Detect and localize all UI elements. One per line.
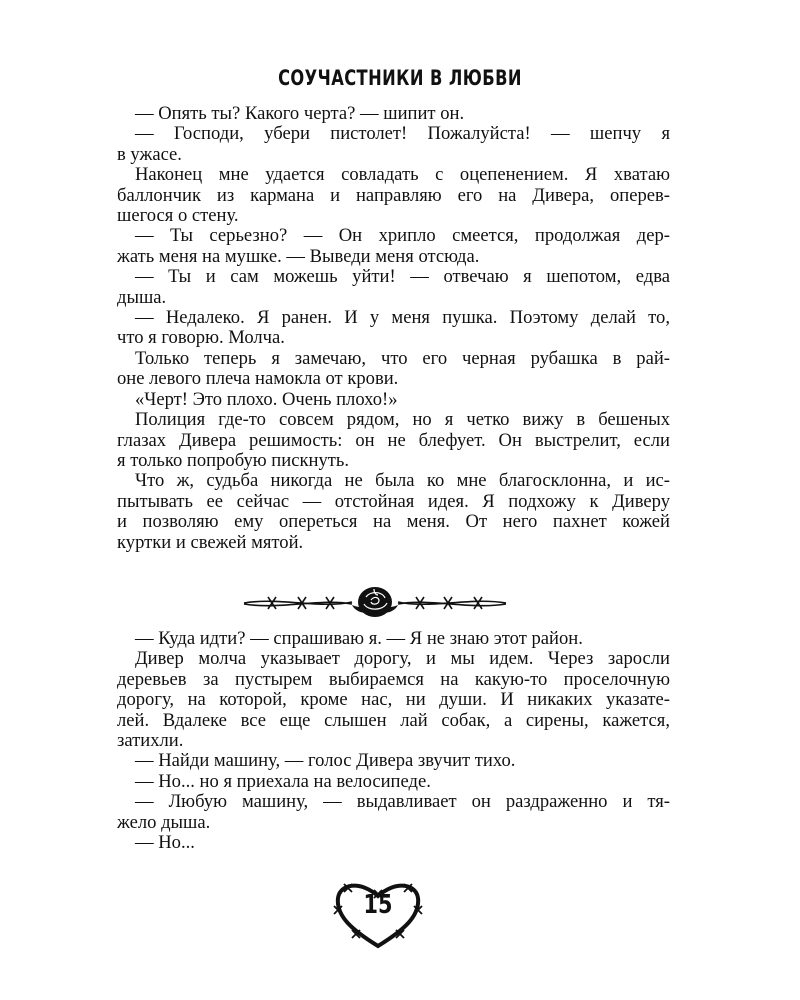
text-line: — Опять ты? Какого черта? — шипит он. — [135, 103, 465, 124]
text-line: — Ты серьезно? — Он хрипло смеется, продолжая дер- — [135, 225, 670, 247]
page-number-badge — [330, 876, 426, 952]
text-line: баллончик из кармана и направляю его на Дивера, оперев- — [117, 184, 670, 206]
text-block-1 — [117, 104, 670, 553]
text-line: — Но... — [135, 832, 195, 854]
rose-divider-icon — [240, 583, 510, 623]
text-line: Только теперь я замечаю, что его черная рубашка в рай- — [135, 347, 670, 369]
text-line: — Господи, убери пистолет! Пожалуйста! — шепчу я — [135, 123, 670, 145]
text-line: куртки и свежей мятой. — [117, 531, 304, 553]
text-line: деревьев за пустырем выбираемся на какую-то проселочную — [117, 668, 670, 690]
text-line: дыша. — [117, 286, 167, 308]
text-line: глазах Дивера решимость: он не блефует. Он выстрелит, если — [117, 429, 670, 451]
text-block-2 — [117, 629, 670, 853]
page-number: 15 — [363, 890, 393, 920]
text-line: Что ж, судьба никогда не была ко мне благосклонна, и ис- — [135, 470, 670, 492]
text-line: — Ты и сам можешь уйти! — отвечаю я шепотом, едва — [135, 266, 670, 288]
text-line: Наконец мне удается совладать с оцепенением. Я хватаю — [135, 164, 670, 186]
text-line: Дивер молча указывает дорогу, и мы идем. Через заросли — [135, 648, 670, 670]
text-line: я только попробую пискнуть. — [117, 449, 349, 471]
text-line: в ужасе. — [117, 143, 182, 165]
text-line: шегося о стену. — [117, 205, 239, 227]
running-header: СОУЧАСТНИКИ В ЛЮБВИ — [278, 66, 522, 90]
text-line: — Найди машину, — голос Дивера звучит тихо. — [135, 750, 516, 772]
text-line: и позволяю ему опереться на меня. От него пахнет кожей — [117, 511, 670, 533]
text-line: лей. Вдалеке все еще слышен лай собак, а сирены, кажется, — [117, 709, 670, 731]
text-line: дорогу, на которой, кроме нас, ни души. И никаких указате- — [117, 689, 670, 711]
text-line: затихли. — [117, 730, 184, 752]
text-line: «Черт! Это плохо. Очень плохо!» — [135, 388, 398, 410]
text-line: — Недалеко. Я ранен. И у меня пушка. Поэтому делай то, — [135, 307, 670, 329]
text-line: — Но... но я приехала на велосипеде. — [135, 770, 431, 792]
text-line: — Куда идти? — спрашиваю я. — Я не знаю этот район. — [135, 628, 583, 649]
text-line: оне левого плеча намокла от крови. — [117, 368, 399, 390]
text-line: жать меня на мушке. — Выведи меня отсюда. — [117, 245, 480, 267]
text-line: что я говорю. Молча. — [117, 327, 285, 349]
text-line: жело дыша. — [117, 811, 211, 833]
text-line: — Любую машину, — выдавливает он раздраженно и тя- — [135, 791, 670, 813]
text-line: Полиция где-то совсем рядом, но я четко вижу в бешеных — [135, 409, 670, 431]
text-line: пытывать ее сейчас — отстойная идея. Я подхожу к Диверу — [117, 490, 670, 512]
